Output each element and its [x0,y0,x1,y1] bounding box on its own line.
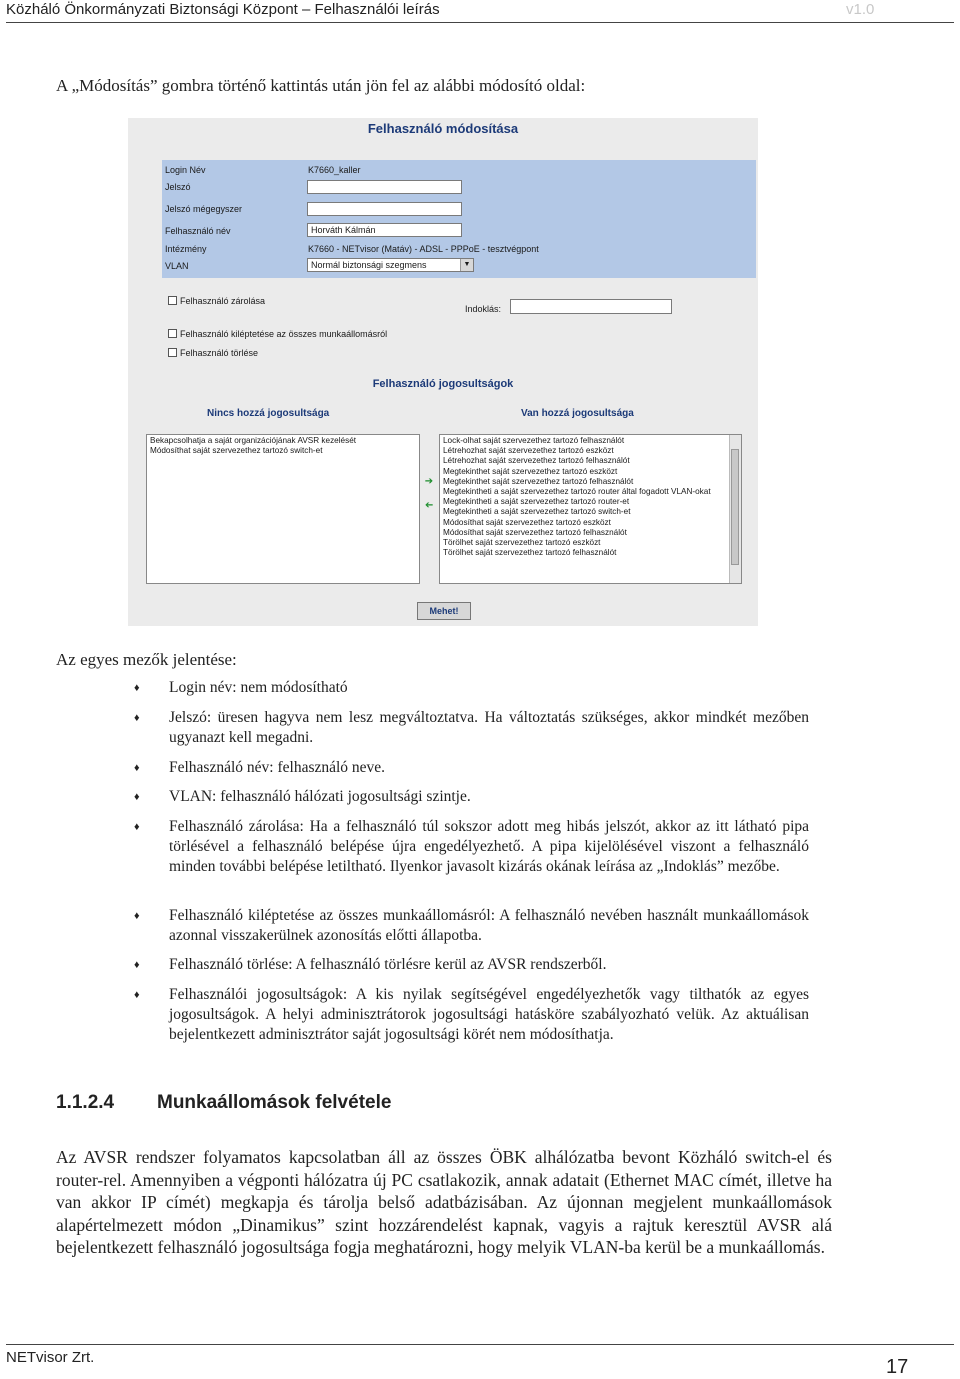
delete-user-checkbox[interactable] [168,348,258,358]
document-version: v1.0 [846,1,875,18]
section-body: Az AVSR rendszer folyamatos kapcsolatban áll az összes ÖBK alhálózatba bevont Közháló switch-el és router-rel. Amennyiben a végponti hálózatra új PC csatlakozik, annak adatait (Ethernet MAC címét, illetve ha van akkor IP címét) megkapja és tárolja belső adatbázisában. Az újonnan megjelent munkaállomások alapértelmezett módon „Dinamikus” szint hozzárendelést kapnak, vagyis a rajtuk keresztül AVSR alá bejelentkezett felhasználó jogosultsága fogja meghatározni, hogy melyik VLAN-ba kerül be a munkaállomás. [56,1147,832,1257]
list-item[interactable]: Módosíthat saját szervezethez tartozó eszközt [443,517,611,527]
list-item: Login név: nem módosítható [169,679,348,696]
scrollbar-thumb[interactable] [731,449,739,565]
password-confirm-label: Jelszó mégegyszer [165,204,243,214]
footer-divider [6,1344,954,1345]
section-number: 1.1.2.4 [56,1092,115,1113]
section-title: Munkaállomások felvétele [157,1092,392,1113]
page-header [6,0,954,23]
list-item[interactable]: Törölhet saját szervezethez tartozó felhasználót [443,548,617,558]
list-item[interactable]: Módosíthat saját szervezethez tartozó switch-et [150,446,323,456]
list-item: Felhasználó kiléptetése az összes munkaállomásról: A felhasználó nevében használt munkaállomások azonnal visszakerülnek azonosítás előtti állapotba. [169,907,809,944]
list-item[interactable]: Bekapcsolhatja a saját organizációjának AVSR kezelését [150,436,357,445]
list-item[interactable]: Megtekintheti a saját szervezethez tartozó router által fogadott VLAN-okat [443,487,711,497]
list-item[interactable]: Megtekintheti a saját szervezethez tartozó switch-et [443,507,631,517]
reason-input[interactable] [510,299,672,314]
bullet-icon: ♦ [134,682,140,694]
list-scrollbar[interactable] [729,435,741,583]
submit-button[interactable]: Mehet! [417,602,471,620]
password-confirm-input[interactable] [307,202,462,216]
list-item[interactable]: Megtekinthet saját szervezethez tartozó eszközt [443,466,618,476]
bullet-icon: ♦ [134,989,140,1001]
reason-label: Indoklás: [465,304,502,314]
list-item: Jelszó: üresen hagyva nem lesz megváltoztatva. Ha változtatás szükséges, akkor mindkét mezőben ugyanazt kell megadni. [169,709,809,746]
intro-text: A „Módosítás” gombra történő kattintás után jön fel az alábbi módosító oldal: [56,76,586,95]
login-name-label: Login Név [165,165,206,175]
page-number: 17 [886,1356,909,1378]
vlan-label: VLAN [165,261,189,271]
user-form-panel [162,160,756,278]
checkbox-icon[interactable] [168,348,177,357]
list-item[interactable]: Létrehozhat saját szervezethez tartozó felhasználót [443,456,630,466]
list-item[interactable]: Létrehozhat saját szervezethez tartozó eszközt [443,446,614,456]
bullet-icon: ♦ [134,959,140,971]
vlan-selected-value: Normál biztonsági szegmens [311,260,427,270]
lock-user-checkbox[interactable] [168,296,265,306]
list-item: Felhasználó név: felhasználó neve. [169,759,386,776]
delete-user-label: Felhasználó törlése [180,348,259,358]
list-item: Felhasználói jogosultságok: A kis nyilak segítségével engedélyezhetők vagy tilthatók az egyes jogosultságok. A helyi adminisztrátorok jogosultsági hatásköre szabályozható velük. Az aktuálisan bejelentkezett adminisztrátor saját jogosultsági körét nem módosíthatja. [169,986,809,1043]
form-title: Felhasználó módosítása [367,121,519,136]
bullet-icon: ♦ [134,762,140,774]
move-right-arrow-icon[interactable]: ➔ [424,476,434,487]
embedded-screenshot [128,118,758,626]
has-access-list[interactable] [439,434,742,584]
has-access-title: Van hozzá jogosultsága [521,408,634,419]
list-item[interactable]: Megtekintheti a saját szervezethez tartozó router-et [443,497,630,507]
chevron-down-icon[interactable]: ▼ [460,259,473,271]
institution-label: Intézmény [165,244,207,254]
logout-user-checkbox[interactable] [168,329,387,339]
list-item: VLAN: felhasználó hálózati jogosultsági szintje. [169,788,471,805]
checkbox-icon[interactable] [168,329,177,338]
list-item: Felhasználó zárolása: Ha a felhasználó túl sokszor adott meg hibás jelszót, akkor az itt látható pipa törlésével a felhasználó belépése újra engedélyezhető. A pipa kijelölésével viszont a felhasználó minden további belépése letiltható. Ilyenkor javasolt kizárás okának leírása az „Indoklás” mezőbe. [169,818,809,875]
institution-value: K7660 - NETvisor (Matáv) - ADSL - PPPoE - tesztvégpont [308,244,539,254]
document-title: Közháló Önkormányzati Biztonsági Központ – Felhasználói leírás [6,1,440,18]
bullet-icon: ♦ [134,821,140,833]
password-label: Jelszó [165,182,191,192]
bullet-icon: ♦ [134,791,140,803]
bullet-icon: ♦ [134,910,140,922]
list-item[interactable]: Lock-olhat saját szervezethez tartozó felhasználót [443,436,625,445]
move-left-arrow-icon[interactable]: ➔ [424,500,434,511]
fields-heading: Az egyes mezők jelentése: [56,650,237,669]
checkbox-icon[interactable] [168,296,177,305]
lock-user-label: Felhasználó zárolása [180,296,266,306]
permissions-title: Felhasználó jogosultságok [372,378,514,390]
no-access-list[interactable] [146,434,420,584]
logout-user-label: Felhasználó kiléptetése az összes munkaállomásról [180,329,388,339]
list-item[interactable]: Megtekinthet saját szervezethez tartozó felhasználót [443,476,634,486]
password-input[interactable] [307,180,462,194]
user-name-input[interactable]: Horváth Kálmán [307,223,462,237]
bullet-icon: ♦ [134,712,140,724]
user-name-label: Felhasználó név [165,226,231,236]
login-name-value: K7660_kaller [308,165,361,175]
no-access-title: Nincs hozzá jogosultsága [207,408,330,419]
vlan-select[interactable] [307,258,474,272]
list-item: Felhasználó törlése: A felhasználó törlésre kerül az AVSR rendszerből. [169,956,607,973]
list-item[interactable]: Módosíthat saját szervezethez tartozó felhasználót [443,527,627,537]
footer-company: NETvisor Zrt. [6,1349,95,1366]
list-item[interactable]: Törölhet saját szervezethez tartozó eszközt [443,538,601,548]
